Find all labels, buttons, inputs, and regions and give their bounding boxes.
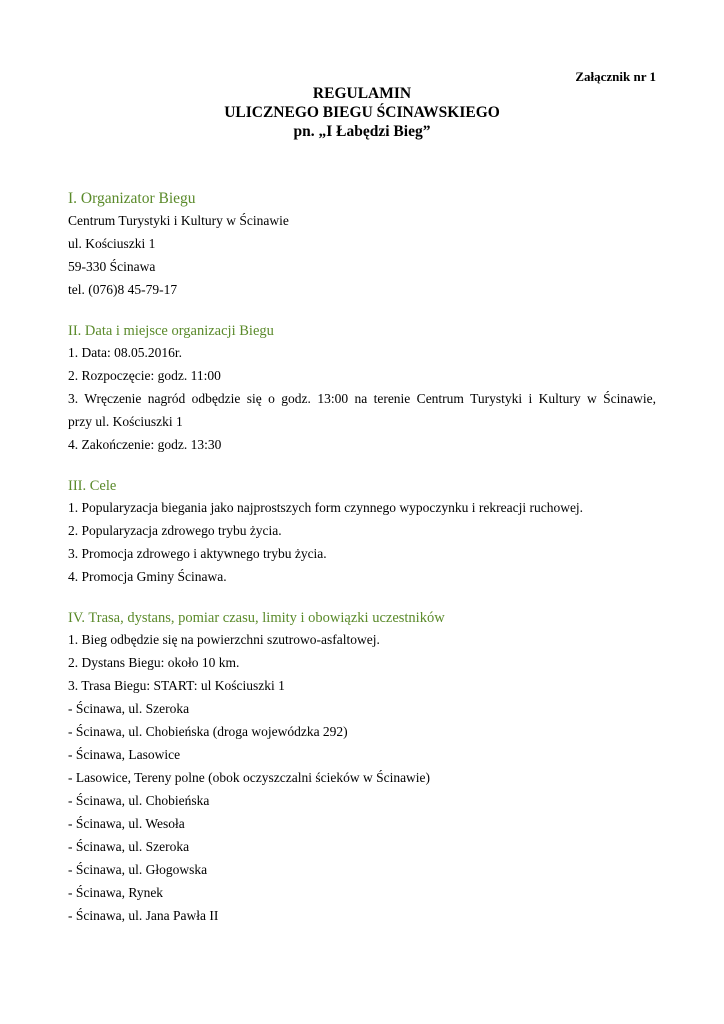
organizer-line: tel. (076)8 45-79-17 xyxy=(68,282,178,297)
date-place-line: przy ul. Kościuszki 1 xyxy=(68,414,183,429)
date-place-line: 3. Wręczenie nagród odbędzie się o godz. 13:00 na terenie Centrum Turystyki i Kultury w Ścinawie, xyxy=(68,391,656,406)
date-place-line: 2. Rozpoczęcie: godz. 11:00 xyxy=(68,368,221,383)
route-line: - Ścinawa, ul. Chobieńska (droga wojewódzka 292) xyxy=(68,724,348,739)
goals-line: 4. Promocja Gminy Ścinawa. xyxy=(68,569,227,584)
spacer xyxy=(68,301,656,321)
section-heading-date-place: II. Data i miejsce organizacji Biegu xyxy=(68,323,274,339)
organizer-line: ul. Kościuszki 1 xyxy=(68,236,156,251)
attachment-label: Załącznik nr 1 xyxy=(575,69,656,84)
document-body xyxy=(68,189,656,927)
route-line: - Ścinawa, ul. Wesoła xyxy=(68,816,185,831)
route-line: - Ścinawa, ul. Jana Pawła II xyxy=(68,908,219,923)
organizer-line: 59-330 Ścinawa xyxy=(68,259,156,274)
route-line: - Ścinawa, Lasowice xyxy=(68,747,181,762)
route-line: 3. Trasa Biegu: START: ul Kościuszki 1 xyxy=(68,678,285,693)
spacer xyxy=(68,456,656,476)
route-line: - Ścinawa, ul. Głogowska xyxy=(68,862,208,877)
goals-line: 2. Popularyzacja zdrowego trybu życia. xyxy=(68,523,282,538)
route-line: 2. Dystans Biegu: około 10 km. xyxy=(68,655,240,670)
route-line: - Ścinawa, ul. Szeroka xyxy=(68,839,190,854)
route-line: - Ścinawa, Rynek xyxy=(68,885,164,900)
title-line-3: pn. „I Łabędzi Bieg” xyxy=(293,123,431,140)
route-line: - Ścinawa, ul. Chobieńska xyxy=(68,793,210,808)
section-heading-goals: III. Cele xyxy=(68,478,117,494)
goals-line: 3. Promocja zdrowego i aktywnego trybu życia. xyxy=(68,546,327,561)
title-line-2: ULICZNEGO BIEGU ŚCINAWSKIEGO xyxy=(224,104,500,121)
organizer-line: Centrum Turystyki i Kultury w Ścinawie xyxy=(68,213,289,228)
spacer xyxy=(68,588,656,608)
section-heading-organizer: I. Organizator Biegu xyxy=(68,190,196,207)
section-heading-route: IV. Trasa, dystans, pomiar czasu, limity i obowiązki uczestników xyxy=(68,610,445,626)
date-place-line: 4. Zakończenie: godz. 13:30 xyxy=(68,437,222,452)
route-line: 1. Bieg odbędzie się na powierzchni szutrowo-asfaltowej. xyxy=(68,632,380,647)
title-line-1: REGULAMIN xyxy=(312,85,412,102)
goals-line: 1. Popularyzacja biegania jako najprostszych form czynnego wypoczynku i rekreacji ruchowej. xyxy=(68,500,584,515)
route-line: - Ścinawa, ul. Szeroka xyxy=(68,701,190,716)
route-line: - Lasowice, Tereny polne (obok oczyszczalni ścieków w Ścinawie) xyxy=(68,770,431,785)
date-place-line: 1. Data: 08.05.2016r. xyxy=(68,345,182,360)
